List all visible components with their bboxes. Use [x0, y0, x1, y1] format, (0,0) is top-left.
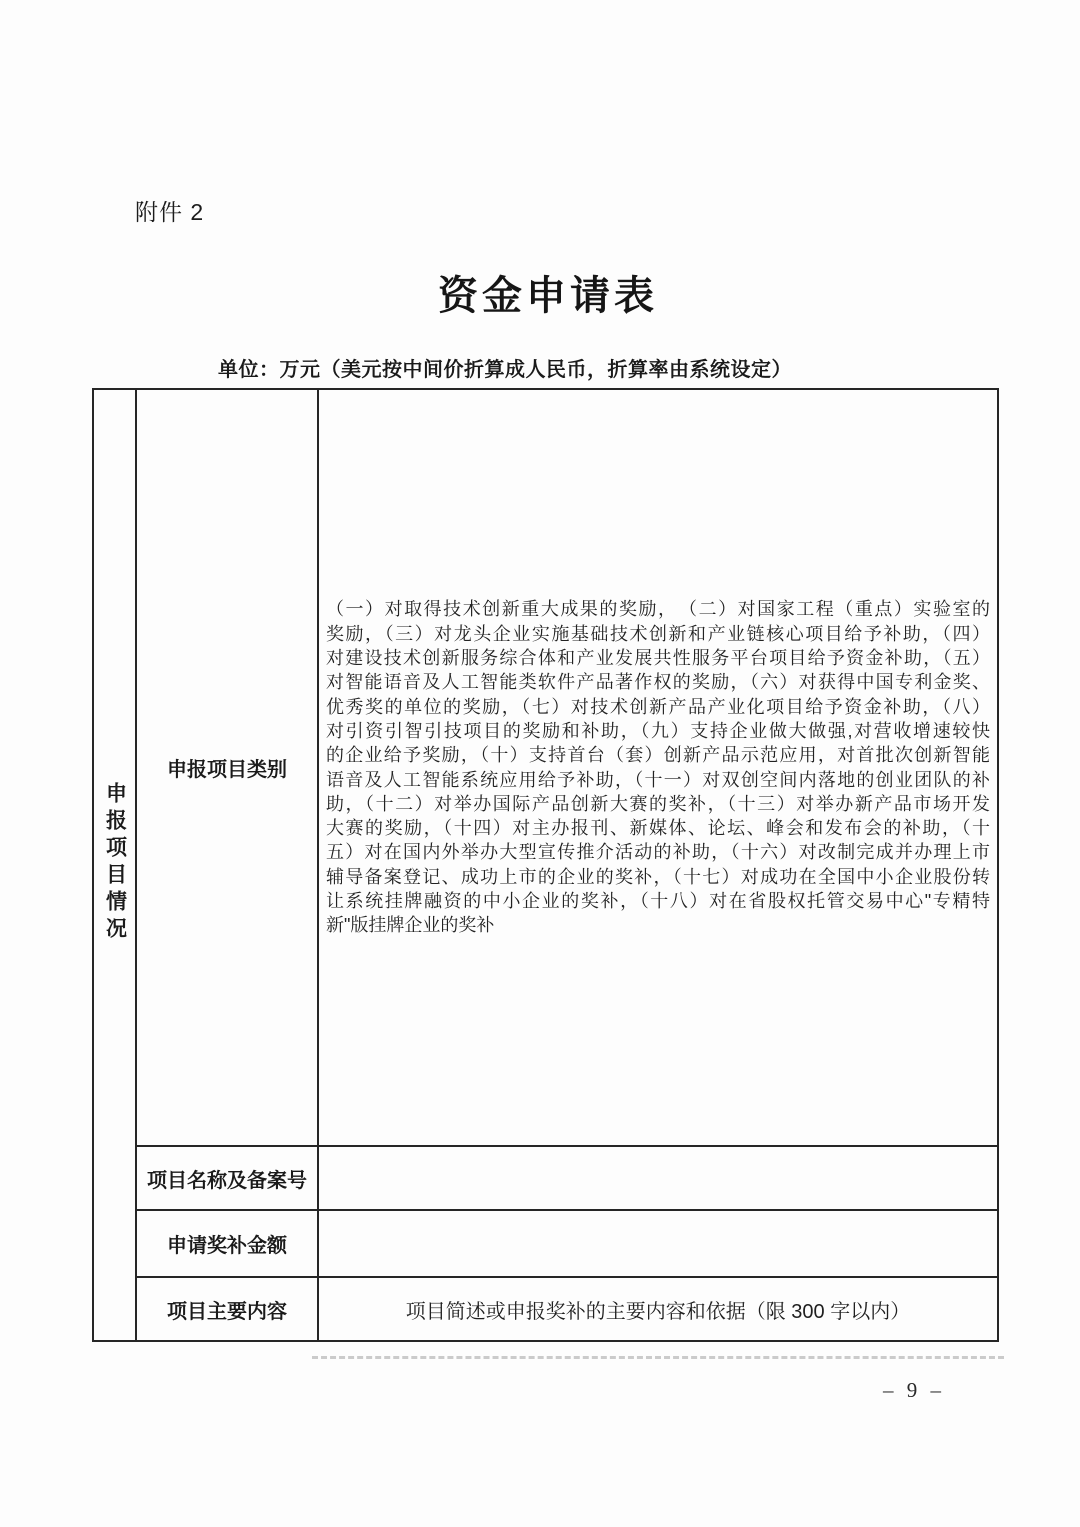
- page-title: 资金申请表: [438, 274, 658, 318]
- category-text-line: 的企业给予奖励，（十）支持首台（套）创新产品示范应用，对首批次创新智能: [326, 745, 990, 766]
- main-content-note: 项目简述或申报奖补的主要内容和依据（限 300 字以内）: [318, 1277, 998, 1341]
- category-description: [319, 597, 997, 937]
- table-row: [93, 1277, 998, 1341]
- category-content-cell: [318, 389, 998, 1146]
- category-text-line: 优秀奖的单位的奖励，（七）对技术创新产品产业化项目给予资金补助，（八）: [326, 696, 990, 717]
- attachment-label: 附件 2: [135, 199, 205, 225]
- category-text-line: 助，（十二）对举办国际产品创新大赛的奖补，（十三）对举办新产品市场开发: [326, 793, 990, 814]
- category-text-line: 对建设技术创新服务综合体和产业发展共性服务平台项目给予资金补助，（五）: [326, 648, 990, 669]
- table-row: [93, 1210, 998, 1277]
- category-text-line: 辅导备案登记、成功上市的企业的奖补，（十七）对成功在全国中小企业股份转: [326, 866, 990, 887]
- category-text-line: 大赛的奖励，（十四）对主办报刊、新媒体、论坛、峰会和发布会的补助，（十: [326, 818, 990, 839]
- page-number: – 9 –: [883, 1378, 945, 1402]
- group-label-cell: [93, 389, 136, 1341]
- category-text-line: （一）对取得技术创新重大成果的奖励， （二）对国家工程（重点）实验室的: [326, 599, 990, 620]
- application-form-table: [92, 388, 999, 1342]
- row-label-category: 申报项目类别: [136, 389, 318, 1146]
- table-row: [93, 389, 998, 1146]
- category-text-line: 对引资引智引技项目的奖励和补助，（九）支持企业做大做强,对营收增速较快: [326, 720, 990, 741]
- scan-artifact-line: [312, 1356, 1004, 1359]
- amount-content-cell: [318, 1210, 998, 1277]
- row-label-amount: 申请奖补金额: [136, 1210, 318, 1277]
- project-name-content-cell: [318, 1146, 998, 1210]
- table-row: [93, 1146, 998, 1210]
- category-text-line: 让系统挂牌融资的中小企业的奖补，（十八）对在省股权托管交易中心"专精特: [326, 890, 990, 911]
- group-label: 申报项目情况: [103, 781, 127, 944]
- category-text-line: 新"版挂牌企业的奖补: [326, 915, 495, 936]
- category-text-line: 对智能语音及人工智能类软件产品著作权的奖励，（六）对获得中国专利金奖、: [326, 672, 990, 693]
- category-text-line: 五）对在国内外举办大型宣传推介活动的补助，（十六）对改制完成并办理上市: [326, 842, 990, 863]
- unit-note: 单位：万元（美元按中间价折算成人民币，折算率由系统设定）: [218, 359, 792, 381]
- category-text-line: 奖励，（三）对龙头企业实施基础技术创新和产业链核心项目给予补助，（四）: [326, 623, 990, 644]
- row-label-main-content: 项目主要内容: [136, 1277, 318, 1341]
- row-label-project-name: 项目名称及备案号: [136, 1146, 318, 1210]
- category-text-line: 语音及人工智能系统应用给予补助，（十一）对双创空间内落地的创业团队的补: [326, 769, 990, 790]
